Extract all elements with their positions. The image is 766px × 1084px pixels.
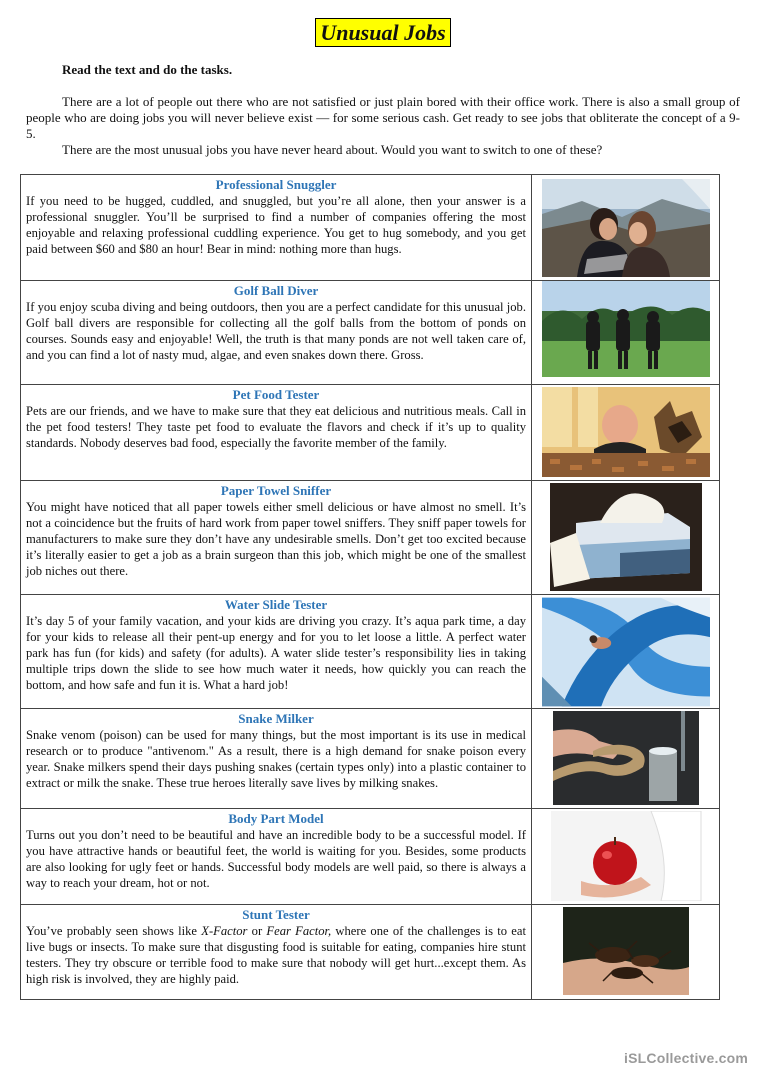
job-row-professional-snuggler xyxy=(21,175,719,281)
jobs-table xyxy=(20,174,720,1000)
desc-part: You’ve probably seen shows like xyxy=(26,924,202,938)
job-title: Water Slide Tester xyxy=(224,597,328,612)
tissue-box-photo xyxy=(542,483,710,591)
intro-paragraph-1: There are a lot of people out there who are not satisfied or just plain bored with their office work. There is also a small group of people who are doing jobs you will never believe exist — for some serious cash. Get ready to see jobs that obliterate the concept of a 9-5. xyxy=(26,94,740,141)
job-description xyxy=(26,923,526,987)
job-description: Pets are our friends, and we have to make sure that they eat delicious and nutritious meals. Call in the pet food testers! They taste pet food to evaluate the flavors and check if it’s up to quality standards. Nobody deserves bad food, especially the favorite member of the family. xyxy=(26,404,526,450)
golf-ball-divers-photo xyxy=(542,281,710,377)
job-title: Golf Ball Diver xyxy=(233,283,319,298)
job-title: Stunt Tester xyxy=(242,907,310,922)
job-row-stunt-tester xyxy=(21,905,719,999)
bugs-in-hand-photo xyxy=(542,907,710,995)
job-title: Snake Milker xyxy=(238,711,314,726)
show-name-x-factor: X-Factor xyxy=(201,924,248,938)
job-description: If you enjoy scuba diving and being outdoors, then you are a perfect candidate for this unusual job. Golf ball divers are responsible for collecting all the golf balls from the bottom of ponds on courses. Sounds easy and enjoyable! Well, the truth is that many ponds are not well taken care of, and you can find a lot of nasty mud, algae, and even snakes down there. Gross. xyxy=(26,300,526,362)
snuggling-couple-photo xyxy=(542,179,710,277)
job-description: You might have noticed that all paper towels either smell delicious or have almost no smell. It’s not a coincidence but the fruits of hard work from paper towel sniffers. They sniff paper towels for manufacturers to make sure they don’t have any undesirable smells. Don’t get too excited because it’s literally easier to get a job as a brain surgeon than this job, which might be one of the smallest job niches out there. xyxy=(26,500,526,578)
watermark-footer: iSLCollective.com xyxy=(624,1050,748,1066)
snake-milking-photo xyxy=(542,711,710,805)
page-title: Unusual Jobs xyxy=(315,18,450,47)
job-row-snake-milker xyxy=(21,709,719,809)
show-name-fear-factor: Fear Factor, xyxy=(266,924,332,938)
pet-food-tester-photo xyxy=(542,387,710,477)
desc-part: where one of the challenges is to eat live bugs or insects. To make sure that disgusting food is suitable for eating, companies hire stunt testers. They try obscure or terrible food to make sure that nobody will get hurt...except them. As high risk is involved, they are highly paid. xyxy=(26,924,526,986)
job-title: Body Part Model xyxy=(228,811,324,826)
intro-text xyxy=(26,94,740,158)
job-row-body-part-model xyxy=(21,809,719,905)
job-description: It’s day 5 of your family vacation, and your kids are driving you crazy. It’s aqua park time, a day for your kids to release all their pent-up energy and for you to let loose a little. A perfect water park has fun (for kids) and safety (for adults). A water slide tester’s responsibility lies in taking multiple trips down the slide to see how much water it needs, how quickly you can reach the bottom, and how safe and fun it is. What a hard job! xyxy=(26,614,526,692)
job-row-pet-food-tester xyxy=(21,385,719,481)
job-row-paper-towel-sniffer xyxy=(21,481,719,595)
job-description: Snake venom (poison) can be used for many things, but the most important is its use in medical research or to produce "antivenom." As a result, there is a high demand for snake poison every year. Snake milkers spend their days pushing snakes (certain types only) into a plastic container to extract or milk the snake. These true heroes literally save lives by milking snakes. xyxy=(26,728,526,790)
job-title: Pet Food Tester xyxy=(232,387,320,402)
job-description: Turns out you don’t need to be beautiful and have an incredible body to be a successful model. If you have attractive hands or beautiful feet, the world is waiting for you. Besides, some products are also looking for ugly feet or hands. Successful body models are well paid, so there is always a way to reach your dream, hot or not. xyxy=(26,828,526,890)
job-description: If you need to be hugged, cuddled, and snuggled, but you’re all alone, then your answer is a professional snuggler. You’ll be surprised to find a number of companies offering the most enjoyable and relaxing professional cuddling experience. You get to hug somebody, and you get paid between $60 and $80 an hour! Bear in mind: nothing more than hugs. xyxy=(26,194,526,256)
instruction: Read the text and do the tasks. xyxy=(62,62,233,77)
job-title: Professional Snuggler xyxy=(215,177,337,192)
job-title: Paper Towel Sniffer xyxy=(220,483,332,498)
water-slide-photo xyxy=(542,597,710,707)
job-row-water-slide-tester xyxy=(21,595,719,709)
desc-part: or xyxy=(247,924,267,938)
intro-paragraph-2: There are the most unusual jobs you have never heard about. Would you want to switch to one of these? xyxy=(62,142,603,157)
job-row-golf-ball-diver xyxy=(21,281,719,385)
hand-holding-apple-photo xyxy=(542,811,710,901)
